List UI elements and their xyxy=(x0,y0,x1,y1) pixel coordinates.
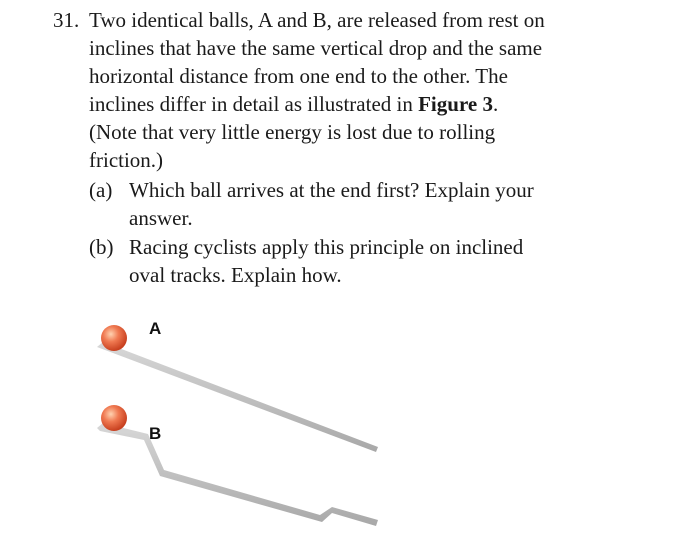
question-number: 31. xyxy=(53,8,80,32)
stem-line: (Note that very little energy is lost due to rolling xyxy=(89,120,496,144)
part-label: (a) xyxy=(89,178,113,202)
figure-reference-suffix: . xyxy=(492,92,499,116)
ball-b xyxy=(101,405,127,431)
part-label: (b) xyxy=(89,235,114,259)
part-text xyxy=(129,233,649,289)
ball-a-label: A xyxy=(149,319,162,338)
ball-b-label: B xyxy=(149,424,162,443)
incline-b-track xyxy=(97,423,378,526)
figure-reference: Figure 3 xyxy=(418,92,493,116)
part-line: oval tracks. Explain how. xyxy=(129,263,342,287)
stem-line: inclines that have the same vertical drop and the same xyxy=(89,36,543,60)
ball-a xyxy=(101,325,127,351)
stem-line: friction.) xyxy=(89,148,164,172)
part-line: Which ball arrives at the end first? Explain your xyxy=(129,178,534,202)
part-line: answer. xyxy=(129,206,193,230)
incline-b xyxy=(97,405,378,526)
stem-line-text: inclines differ in detail as illustrated in xyxy=(89,92,419,116)
figure-3-inclines xyxy=(0,300,700,536)
stem-line: horizontal distance from one end to the other. The xyxy=(89,64,508,88)
stem-line xyxy=(89,90,649,118)
part-text xyxy=(129,176,649,232)
stem-line: Two identical balls, A and B, are released from rest on xyxy=(89,8,545,32)
part-line: Racing cyclists apply this principle on inclined xyxy=(129,235,524,259)
question-stem xyxy=(89,6,649,174)
inclines-illustration xyxy=(0,300,700,536)
